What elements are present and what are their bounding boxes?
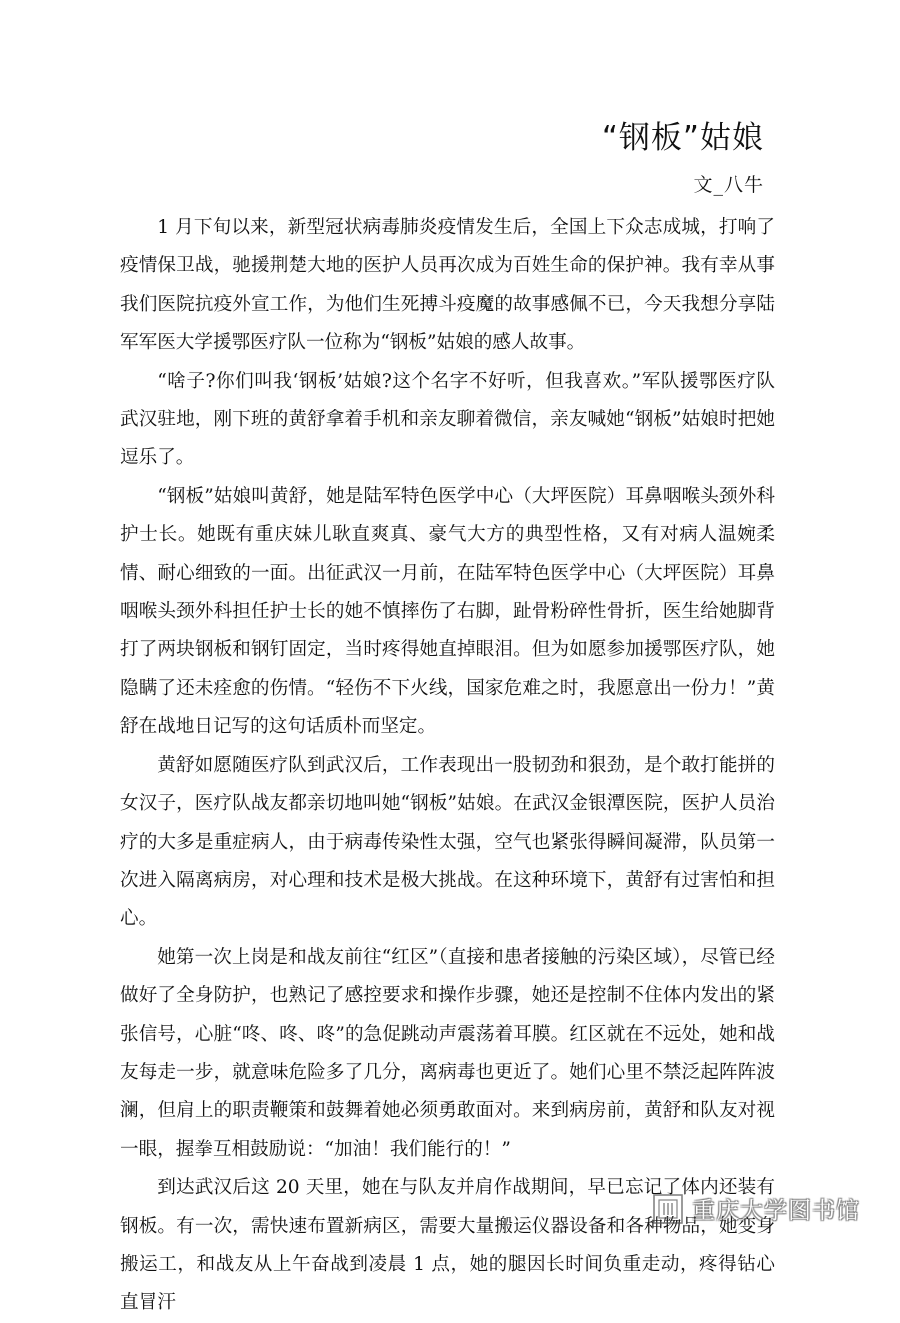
- paragraph-4: 黄舒如愿随医疗队到武汉后，工作表现出一股韧劲和狠劲，是个敢打能拼的女汉子，医疗队战友都亲切地叫她“钢板”姑娘。在武汉金银潭医院，医护人员治疗的大多是重症病人，由于病毒传染性太强，空气也紧张得瞬间凝滞，队员第一次进入隔离病房，对心理和技术是极大挑战。在这种环境下，黄舒有过害怕和担心。: [120, 754, 775, 930]
- paragraph-5: 她第一次上岗是和战友前往“红区”（直接和患者接触的污染区域），尽管已经做好了全身防护，也熟记了感控要求和操作步骤，她还是控制不住体内发出的紧张信号，心脏“咚、咚、咚”的急促跳动声震荡着耳膜。红区就在不远处，她和战友每走一步，就意味危险多了几分，离病毒也更近了。她们心里不禁泛起阵阵波澜，但肩上的职责鞭策和鼓舞着她必须勇敢面对。来到病房前，黄舒和队友对视一眼，握拳互相鼓励说：“加油！我们能行的！”: [120, 946, 775, 1160]
- paragraph-1: 1 月下旬以来，新型冠状病毒肺炎疫情发生后，全国上下众志成城，打响了疫情保卫战，驰援荆楚大地的医护人员再次成为百姓生命的保护神。我有幸从事我们医院抗疫外宣工作，为他们生死搏斗疫魔的故事感佩不已，今天我想分享陆军军医大学援鄂医疗队一位称为“钢板”姑娘的感人故事。: [120, 217, 775, 354]
- paragraph-2: “啥子?你们叫我‘钢板’姑娘?这个名字不好听，但我喜欢。”军队援鄂医疗队武汉驻地，刚下班的黄舒拿着手机和亲友聊着微信，亲友喊她“钢板”姑娘时把她逗乐了。: [120, 370, 775, 469]
- paragraph-6: 到达武汉后这 20 天里，她在与队友并肩作战期间，早已忘记了体内还装有钢板。有一次，需快速布置新病区，需要大量搬运仪器设备和各种物品，她变身搬运工，和战友从上午奋战到凌晨 1 点，她的腿因长时间负重走动，疼得钻心直冒汗: [120, 1177, 775, 1314]
- paragraph-3: “钢板”姑娘叫黄舒，她是陆军特色医学中心（大坪医院）耳鼻咽喉头颈外科护士长。她既有重庆妹儿耿直爽真、豪气大方的典型性格，又有对病人温婉柔情、耐心细致的一面。出征武汉一月前，在陆军特色医学中心（大坪医院）耳鼻咽喉头颈外科担任护士长的她不慎摔伤了右脚，趾骨粉碎性骨折，医生给她脚背打了两块钢板和钢钉固定，当时疼得她直掉眼泪。但为如愿参加援鄂医疗队，她隐瞒了还未痊愈的伤情。“轻伤不下火线，国家危难之时，我愿意出一份力！”黄舒在战地日记写的这句话质朴而坚定。: [120, 485, 775, 738]
- author-line: 文_八牛: [693, 174, 764, 196]
- watermark-text: 重庆大学图书馆: [692, 1198, 860, 1224]
- library-logo-icon: [652, 1193, 684, 1225]
- document-title: “钢板”姑娘: [601, 120, 764, 156]
- article-body: [120, 209, 775, 1323]
- library-watermark: [652, 1192, 860, 1225]
